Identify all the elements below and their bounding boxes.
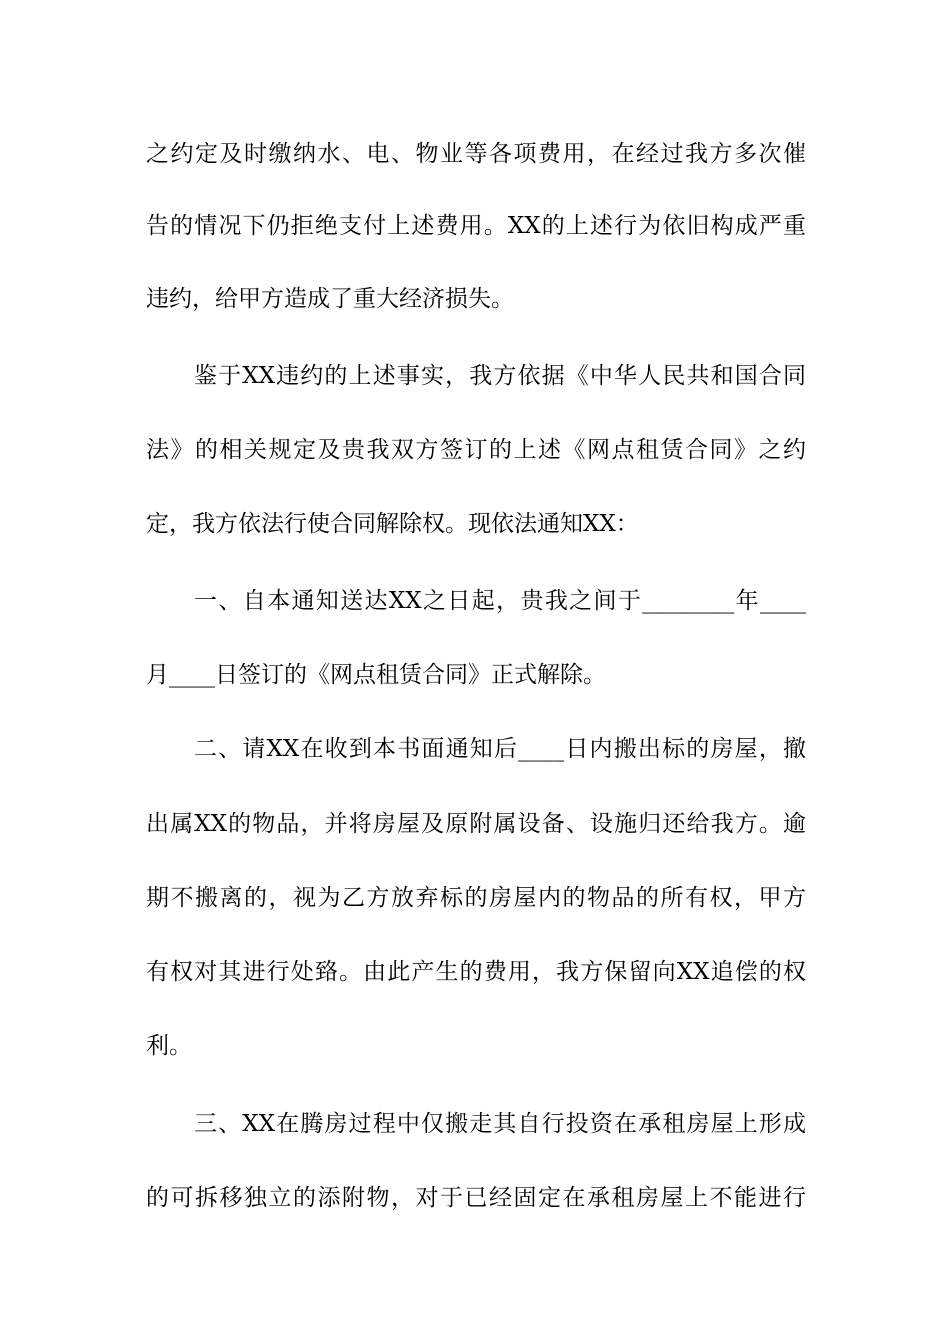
text-line: 有权对其进行处臵。由此产生的费用，我方保留向XX追偿的权 (146, 959, 806, 985)
text-line: 告的情况下仍拒绝支付上述费用。XX的上述行为依旧构成严重 (146, 213, 806, 239)
text-line: 违约，给甲方造成了重大经济损失。 (146, 286, 514, 312)
text-line: 一、自本通知送达XX之日起，贵我之间于________年____ (194, 588, 806, 614)
text-line: 定，我方依法行使合同解除权。现依法通知XX： (146, 511, 639, 537)
text-line: 利。 (146, 1033, 192, 1059)
text-line: 之约定及时缴纳水、电、物业等各项费用，在经过我方多次催 (146, 141, 806, 167)
text-line: 月____日签订的《网点租赁合同》正式解除。 (146, 662, 606, 688)
text-line: 法》的相关规定及贵我双方签订的上述《网点租赁合同》之约 (146, 437, 806, 463)
text-line: 期不搬离的，视为乙方放弃标的房屋内的物品的所有权，甲方 (146, 885, 806, 911)
text-line: 三、XX在腾房过程中仅搬走其自行投资在承租房屋上形成 (194, 1111, 806, 1137)
text-line: 二、请XX在收到本书面通知后____日内搬出标的房屋，撤 (194, 736, 806, 762)
text-line: 的可拆移独立的添附物，对于已经固定在承租房屋上不能进行 (146, 1185, 806, 1211)
text-line: 出属XX的物品，并将房屋及原附属设备、设施归还给我方。逾 (146, 811, 806, 837)
text-line: 鉴于XX违约的上述事实，我方依据《中华人民共和国合同 (194, 363, 806, 389)
